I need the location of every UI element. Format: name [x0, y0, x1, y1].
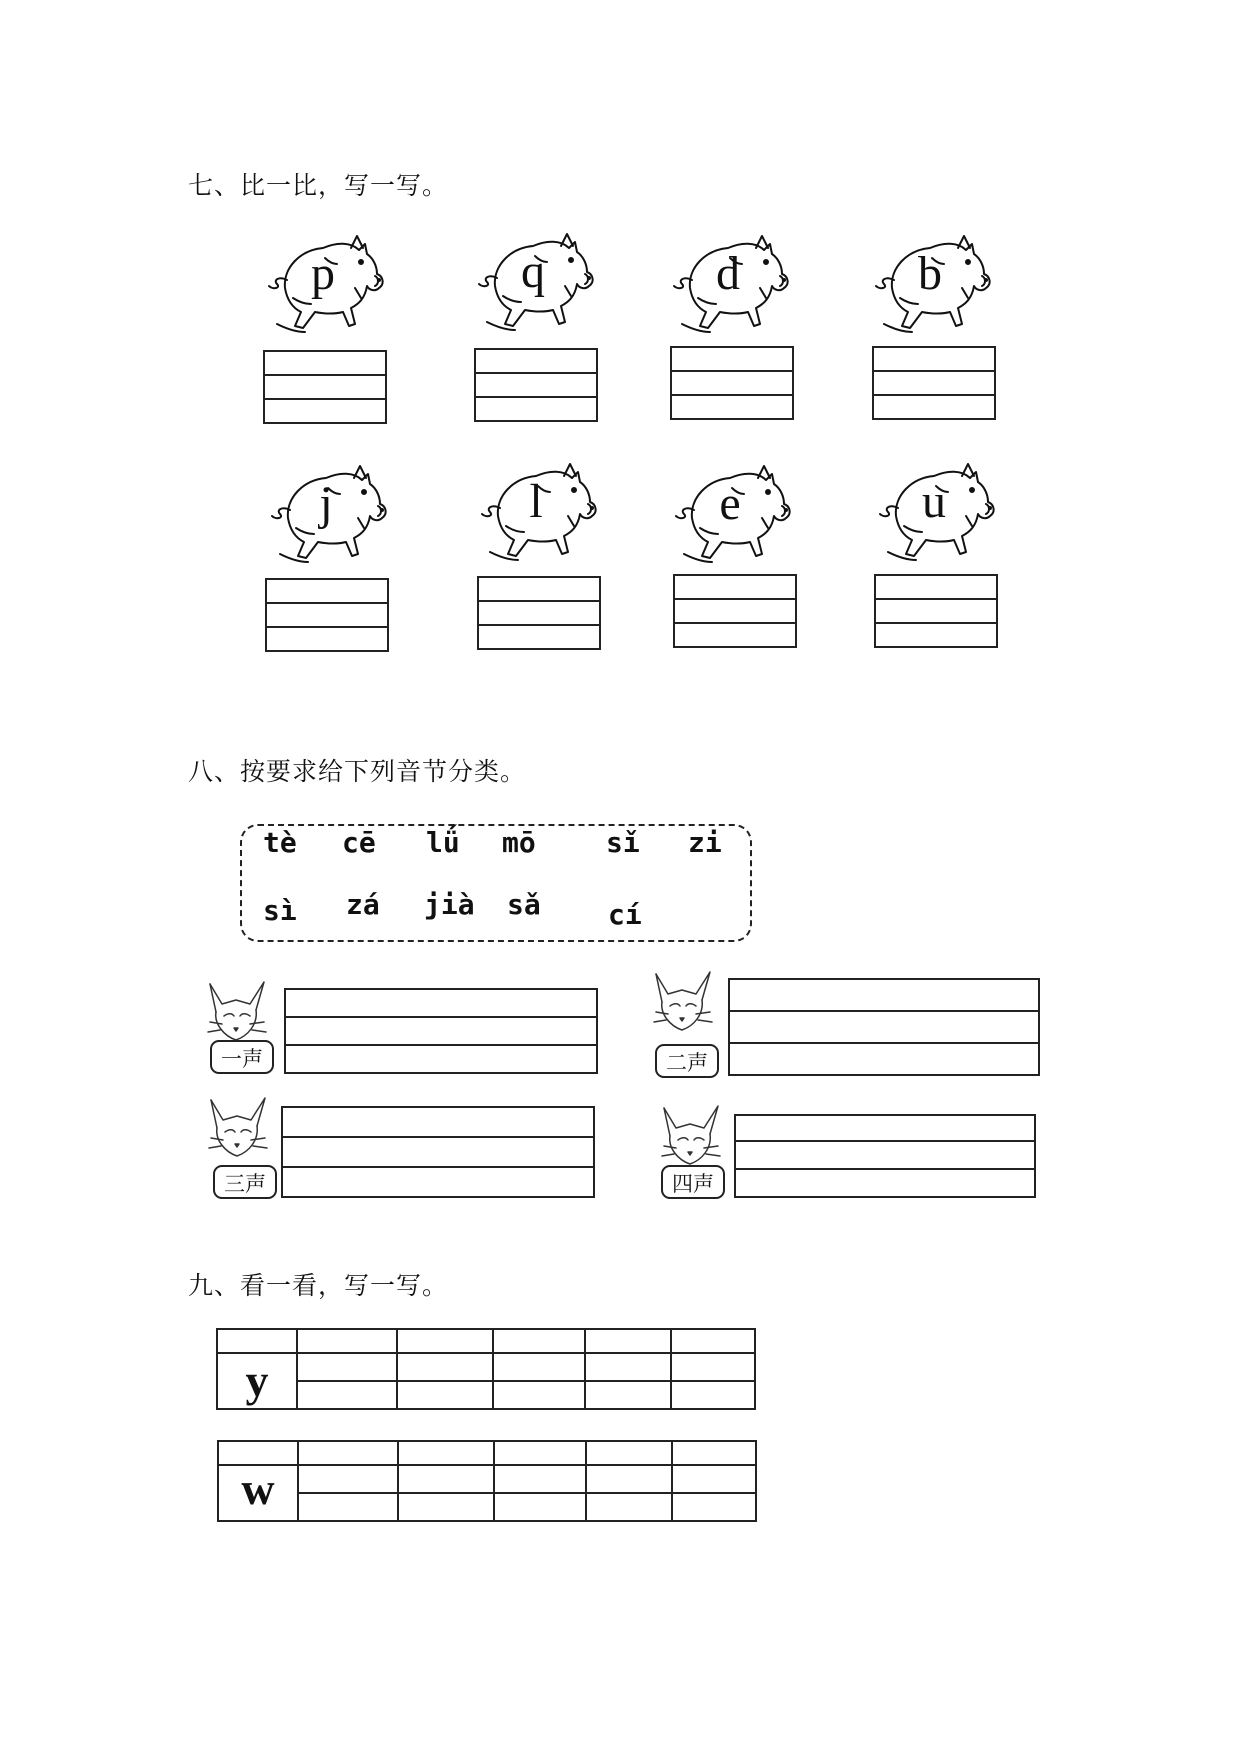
grid-cell[interactable] [585, 1381, 671, 1409]
syllable: sǐ [606, 826, 640, 859]
grid-cell[interactable] [297, 1353, 397, 1381]
grid-cell[interactable] [494, 1465, 586, 1493]
fox-icon [656, 1104, 728, 1170]
model-letter-y: y [217, 1353, 297, 1409]
tone-writing-lines-1[interactable] [284, 988, 598, 1074]
syllable: sì [263, 894, 297, 927]
pig-icon [475, 226, 600, 338]
grid-cell[interactable] [671, 1381, 755, 1409]
grid-cell[interactable] [671, 1329, 755, 1353]
pig-icon [265, 228, 390, 340]
syllable: tè [263, 826, 297, 859]
grid-cell[interactable] [397, 1353, 493, 1381]
grid-cell[interactable] [672, 1493, 756, 1521]
syllable: mō [502, 826, 536, 859]
writing-lines[interactable] [874, 574, 998, 648]
syllable: zá [346, 888, 380, 921]
pig-icon [672, 458, 797, 570]
grid-cell[interactable] [397, 1381, 493, 1409]
writing-lines[interactable] [670, 346, 794, 420]
grid-cell[interactable] [493, 1329, 585, 1353]
pig-icon [268, 458, 393, 570]
grid-cell[interactable] [297, 1381, 397, 1409]
writing-lines[interactable] [673, 574, 797, 648]
writing-lines[interactable] [263, 350, 387, 424]
writing-lines[interactable] [477, 576, 601, 650]
syllable: zi [688, 826, 722, 859]
grid-cell[interactable] [585, 1353, 671, 1381]
grid-cell[interactable] [586, 1493, 672, 1521]
grid-cell[interactable] [494, 1441, 586, 1465]
writing-lines[interactable] [474, 348, 598, 422]
grid-cell[interactable] [298, 1441, 398, 1465]
tone-writing-lines-4[interactable] [734, 1114, 1036, 1198]
section-7-heading: 七、比一比，写一写。 [188, 171, 449, 200]
syllable: jià [424, 888, 475, 921]
pig-icon [872, 228, 997, 340]
fox-icon [648, 970, 720, 1036]
grid-cell[interactable] [585, 1329, 671, 1353]
tone-writing-lines-2[interactable] [728, 978, 1040, 1076]
grid-cell[interactable] [586, 1465, 672, 1493]
grid-cell[interactable] [671, 1353, 755, 1381]
syllable: lǘ [426, 826, 460, 859]
syllable: cí [608, 898, 642, 931]
pig-letter: u [922, 475, 946, 528]
grid-cell[interactable] [397, 1329, 493, 1353]
grid-cell[interactable] [672, 1441, 756, 1465]
tone-writing-lines-3[interactable] [281, 1106, 595, 1198]
grid-cell[interactable] [398, 1441, 494, 1465]
pig-icon [670, 228, 795, 340]
section-8-heading: 八、按要求给下列音节分类。 [188, 757, 527, 786]
syllable: cē [342, 826, 376, 859]
pig-letter: q [521, 245, 545, 298]
grid-cell[interactable] [398, 1465, 494, 1493]
grid-cell[interactable] [672, 1465, 756, 1493]
writing-lines[interactable] [265, 578, 389, 652]
grid-cell[interactable] [494, 1493, 586, 1521]
tone-label-3: 三声 [213, 1165, 277, 1199]
pig-letter: b [918, 247, 942, 300]
section-9-heading: 九、看一看，写一写。 [188, 1271, 449, 1300]
tone-label-2: 二声 [655, 1044, 719, 1078]
pig-icon [876, 456, 1001, 568]
grid-cell[interactable] [493, 1381, 585, 1409]
pig-letter: d [716, 247, 740, 300]
grid-cell[interactable] [493, 1353, 585, 1381]
writing-grid-w [217, 1440, 757, 1522]
fox-icon [203, 1096, 275, 1162]
pig-icon [478, 456, 603, 568]
tone-label-4: 四声 [661, 1165, 725, 1199]
grid-cell[interactable] [398, 1493, 494, 1521]
syllable: sǎ [507, 888, 541, 921]
grid-cell[interactable] [297, 1329, 397, 1353]
pig-letter: j [319, 477, 333, 530]
pig-letter: e [719, 477, 741, 530]
writing-lines[interactable] [872, 346, 996, 420]
grid-cell[interactable] [298, 1465, 398, 1493]
pig-letter: p [311, 247, 335, 300]
pig-letter: l [529, 475, 543, 528]
tone-label-1: 一声 [210, 1040, 274, 1074]
grid-cell[interactable] [298, 1493, 398, 1521]
grid-cell[interactable] [586, 1441, 672, 1465]
syllable-box [240, 824, 752, 942]
writing-grid-y [216, 1328, 756, 1410]
model-letter-w: w [218, 1465, 298, 1521]
fox-icon [202, 980, 274, 1046]
